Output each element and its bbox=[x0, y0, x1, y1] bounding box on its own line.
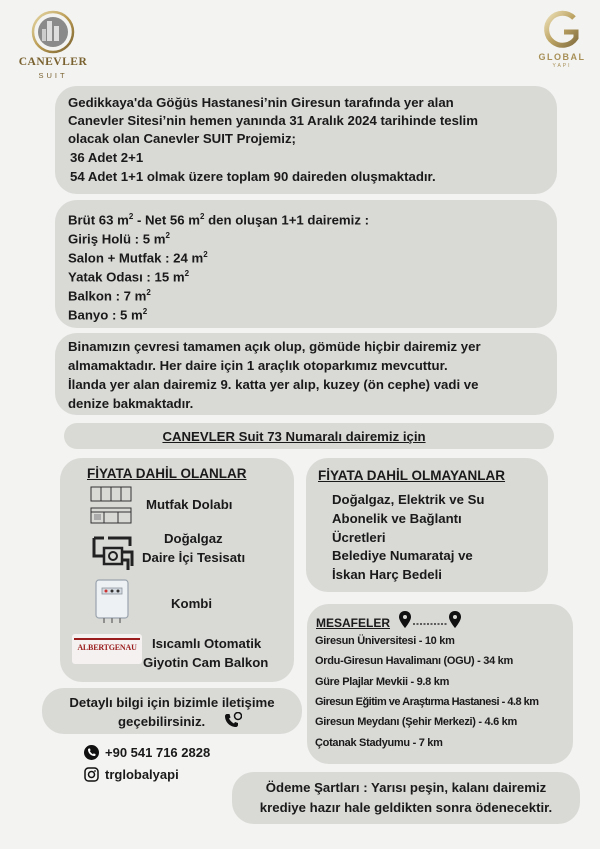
payment-card bbox=[232, 772, 580, 824]
distances-title: MESAFELER bbox=[316, 616, 391, 630]
contact-card bbox=[42, 688, 302, 734]
excluded-line: Doğalgaz, Elektrik ve Su bbox=[332, 492, 485, 507]
included-balcony-1: Isıcamlı Otomatik bbox=[152, 636, 262, 651]
area-balcony: Balkon : 7 $m^2$ bbox=[68, 288, 151, 304]
included-balcony-2: Giyotin Cam Balkon bbox=[143, 655, 269, 670]
features-card bbox=[55, 333, 557, 415]
area-card bbox=[55, 200, 557, 328]
distance-item: Giresun Üniversitesi - 10 km bbox=[315, 635, 455, 647]
distance-item: Çotanak Stadyumu - 7 km bbox=[315, 737, 443, 749]
global-yapi-logo bbox=[530, 8, 594, 70]
intro-card bbox=[55, 86, 557, 194]
intro-line: Canevler Sitesi’nin hemen yanında 31 Aralık 2024 tarihinde teslim bbox=[68, 113, 478, 128]
included-gas-1: Doğalgaz bbox=[164, 531, 223, 546]
payment-line: Ödeme Şartları : Yarısı peşin, kalanı dairemiz bbox=[265, 780, 547, 795]
excluded-title: FİYATA DAHİL OLMAYANLAR bbox=[318, 468, 506, 483]
canevler-logo-sub: SUIT bbox=[38, 71, 68, 80]
intro-line: Gedikkaya'da Göğüs Hastanesi’nin Giresun tarafında yer alan bbox=[68, 95, 454, 110]
intro-line: 36 Adet 2+1 bbox=[70, 150, 144, 165]
distances-card bbox=[307, 604, 573, 764]
included-combi: Kombi bbox=[171, 596, 213, 611]
unit-banner bbox=[64, 423, 554, 449]
combi-boiler-icon bbox=[94, 578, 130, 629]
global-yapi-logo-text: GLOBAL bbox=[538, 52, 586, 62]
area-salon: Salon + Mutfak : 24 $m^2$ bbox=[68, 250, 208, 266]
canevler-logo bbox=[8, 8, 98, 86]
kitchen-cabinet-icon bbox=[90, 486, 132, 529]
features-line: İlanda yer alan dairemiz 9. katta yer alıp, kuzey (ön cephe) vadi ve bbox=[68, 377, 479, 392]
intro-line: olacak olan Canevler SUIT Projemiz; bbox=[68, 131, 296, 146]
distance-item: Giresun Eğitim ve Araştırma Hastanesi - 4.8 km bbox=[315, 696, 539, 708]
excluded-line: Abonelik ve Bağlantı bbox=[332, 511, 462, 526]
phone-number[interactable]: +90 541 716 2828 bbox=[105, 745, 211, 760]
route-pin-icon bbox=[399, 610, 461, 635]
global-yapi-logo-sub: YAPI bbox=[552, 63, 572, 69]
included-kitchen: Mutfak Dolabı bbox=[146, 497, 233, 512]
canevler-logo-text: CANEVLER bbox=[18, 56, 88, 68]
phone-icon bbox=[84, 745, 99, 765]
excluded-line: İskan Harç Bedeli bbox=[332, 567, 442, 582]
features-line: almamaktadır. Her daire için 1 araçlık otoparkımız mevcuttur. bbox=[68, 358, 448, 373]
included-card bbox=[60, 458, 294, 682]
instagram-handle[interactable]: trglobalyapi bbox=[105, 767, 179, 782]
included-gas-2: Daire İçi Tesisatı bbox=[142, 550, 246, 565]
area-summary: Brüt 63 $m^2$ - Net 56 $m^2$ den oluşan 1+1 dairemiz : bbox=[68, 212, 369, 228]
instagram-icon bbox=[84, 767, 99, 787]
area-bedroom: Yatak Odası : 15 $m^2$ bbox=[68, 269, 190, 285]
features-line: Binamızın çevresi tamamen açık olup, gömüde hiçbir dairemiz yer bbox=[68, 339, 481, 354]
distance-item: Güre Plajlar Mevkii - 9.8 km bbox=[315, 676, 450, 688]
unit-banner-text: CANEVLER Suit 73 Numaralı dairemiz için bbox=[162, 429, 426, 444]
excluded-line: Ücretleri bbox=[332, 530, 386, 545]
phone-chat-icon bbox=[224, 712, 242, 733]
included-title: FİYATA DAHİL OLANLAR bbox=[87, 466, 247, 481]
area-entrance: Giriş Holü : 5 $m^2$ bbox=[68, 231, 170, 247]
payment-line: krediye hazır hale geldikten sonra ödenecektir. bbox=[259, 800, 553, 815]
features-line: denize bakmaktadır. bbox=[68, 396, 194, 411]
distance-item: Giresun Meydanı (Şehir Merkezi) - 4.6 km bbox=[315, 716, 517, 728]
area-bath: Banyo : 5 $m^2$ bbox=[68, 307, 148, 323]
contact-line: geçebilirsiniz. bbox=[118, 714, 206, 729]
excluded-line: Belediye Numarataj ve bbox=[332, 548, 473, 563]
albertgenau-logo-text: ALBERTGENAU bbox=[77, 643, 137, 652]
distance-item: Ordu-Giresun Havalimanı (OGU) - 34 km bbox=[315, 655, 513, 667]
albertgenau-logo bbox=[72, 634, 142, 664]
intro-line: 54 Adet 1+1 olmak üzere toplam 90 daireden oluşmaktadır. bbox=[70, 169, 436, 184]
contact-line: Detaylı bilgi için bizimle iletişime bbox=[69, 695, 275, 710]
gas-installation-icon bbox=[90, 532, 136, 577]
excluded-card bbox=[306, 458, 548, 592]
